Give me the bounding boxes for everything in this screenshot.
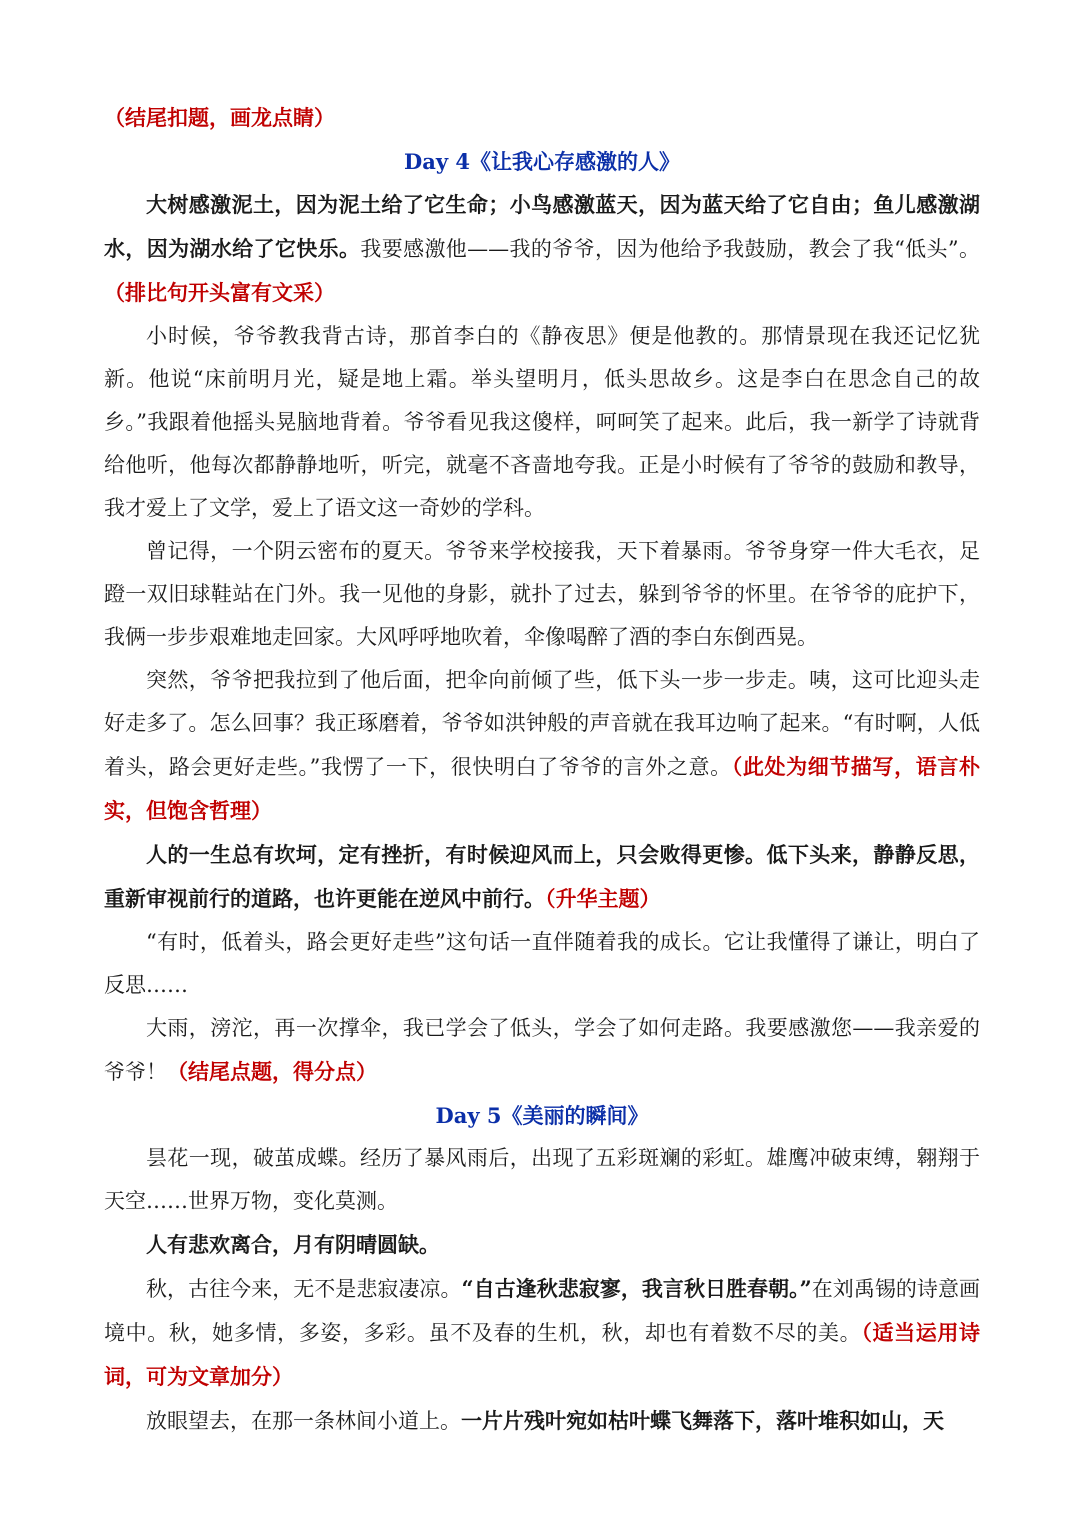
body-text: 放眼望去，在那一条林间小道上。 <box>146 1409 461 1433</box>
body-text: 突然，爷爷把我拉到了他后面，把伞向前倾了些，低下头一步一步走。咦，这可比迎头走好走多了。怎么回事？我正琢磨着，爷爷如洪钟般的声音就在我耳边响了起来。“有时啊，人低着头，路会更好走些。”我愣了一下，很快明白了爷爷的言外之意。 <box>104 668 980 779</box>
annotation-note: （适当运用诗词，可为文章加分） <box>104 1320 980 1389</box>
day4-paragraph-5 <box>104 833 980 921</box>
day5-paragraph-2 <box>104 1223 980 1267</box>
annotation-note: （升华主题） <box>545 886 661 911</box>
day5-paragraph-4 <box>104 1399 980 1443</box>
annotation-note: （此处为细节描写，语言朴实，但饱含哲理） <box>104 754 981 823</box>
body-text: 秋，古往今来，无不是悲寂凄凉。 <box>146 1277 462 1301</box>
day4-paragraph-6 <box>104 921 980 1007</box>
body-text: 在刘禹锡的诗意画境中。秋，她多情，多姿，多彩。虽不及春的生机，秋，却也有着数不尽的美。 <box>104 1277 980 1345</box>
day4-paragraph-7 <box>104 1007 980 1094</box>
top-annotation <box>104 96 980 140</box>
bold-text: 人的一生总有坎坷，定有挫折，有时候迎风而上，只会败得更惨。低下头来，静静反思，重新审视前行的道路，也许更能在逆风中前行。 <box>104 842 980 911</box>
bold-text: 人有悲欢离合，月有阴晴圆缺。 <box>146 1232 440 1257</box>
bold-text: 一片片残叶宛如枯叶蝶飞舞落下，落叶堆积如山，天 <box>461 1408 944 1433</box>
body-text: 昙花一现，破茧成蝶。经历了暴风雨后，出现了五彩斑斓的彩虹。雄鹰冲破束缚，翱翔于天空……世界万物，变化莫测。 <box>104 1146 980 1213</box>
annotation-note: （结尾扣题，画龙点睛） <box>104 105 335 130</box>
body-text: “有时，低着头，路会更好走些”这句话一直伴随着我的成长。它让我懂得了谦让，明白了反思…… <box>104 930 980 997</box>
day5-paragraph-1 <box>104 1137 980 1223</box>
day5-paragraph-3 <box>104 1267 980 1399</box>
body-text: 小时候，爷爷教我背古诗，那首李白的《静夜思》便是他教的。那情景现在我还记忆犹新。他说“床前明月光，疑是地上霜。举头望明月，低头思故乡。这是李白在思念自己的故乡。”我跟着他摇头晃脑地背着。爷爷看见我这傻样，呵呵笑了起来。此后，我一新学了诗就背给他听，他每次都静静地听，听完，就毫不吝啬地夸我。正是小时候有了爷爷的鼓励和教导，我才爱上了文学，爱上了语文这一奇妙的学科。 <box>104 324 980 520</box>
document-page <box>104 96 980 1443</box>
body-text: 我要感激他——我的爷爷，因为他给予我鼓励，教会了我“低头”。 <box>360 237 980 261</box>
day5-title: Day 5《美丽的瞬间》 <box>435 1103 649 1128</box>
annotation-note: （排比句开头富有文采） <box>104 280 335 305</box>
day4-paragraph-1 <box>104 183 980 315</box>
day4-paragraph-3 <box>104 530 980 659</box>
day4-paragraph-4 <box>104 659 980 833</box>
bold-quote: “自古逢秋悲寂寥，我言秋日胜春朝。” <box>461 1276 812 1301</box>
day4-paragraph-2 <box>104 315 980 530</box>
body-text: 曾记得，一个阴云密布的夏天。爷爷来学校接我，天下着暴雨。爷爷身穿一件大毛衣，足蹬一双旧球鞋站在门外。我一见他的身影，就扑了过去，躲到爷爷的怀里。在爷爷的庇护下，我俩一步步艰难地走回家。大风呼呼地吹着，伞像喝醉了酒的李白东倒西晃。 <box>104 539 980 649</box>
bold-text: 大树感激泥土，因为泥土给了它生命；小鸟感激蓝天，因为蓝天给了它自由；鱼儿感激湖水，因为湖水给了它快乐。 <box>104 192 980 261</box>
body-text: 大雨，滂沱，再一次撑伞，我已学会了低头，学会了如何走路。我要感激您——我亲爱的爷爷！ <box>104 1016 980 1084</box>
annotation-note: （结尾点题，得分点） <box>167 1059 377 1084</box>
day4-title: Day 4《让我心存感激的人》 <box>404 149 680 174</box>
